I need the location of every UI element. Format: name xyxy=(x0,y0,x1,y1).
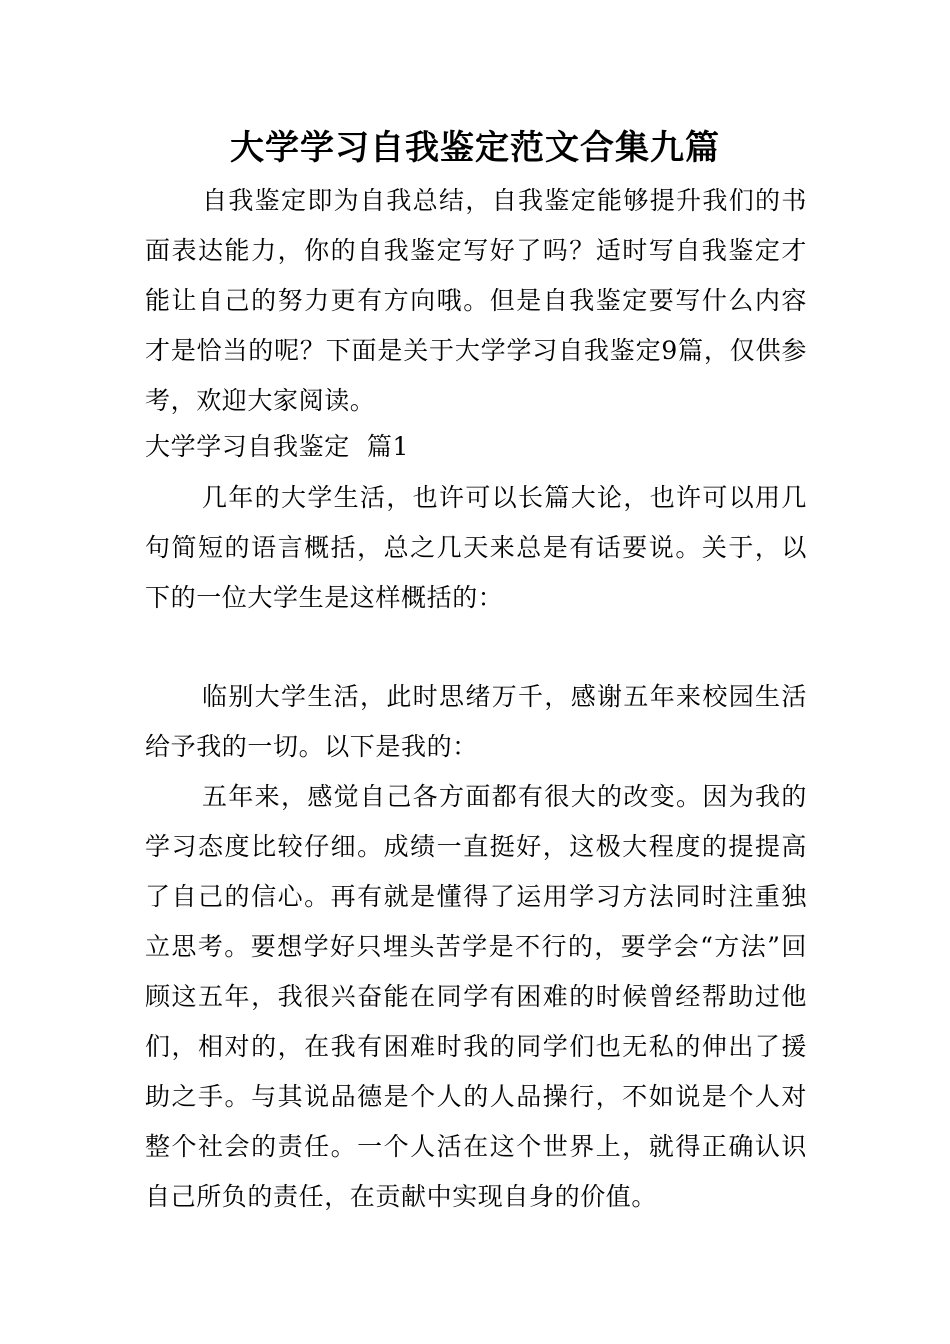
document-title: 大学学习自我鉴定范文合集九篇 xyxy=(230,128,720,168)
section-paragraph-2: 临别大学生活，此时思绪万千，感谢五年来校园生活给予我的一切。以下是我的： xyxy=(145,682,807,761)
section-paragraph-3: 五年来，感觉自己各方面都有很大的改变。因为我的学习态度比较仔细。成绩一直挺好，这极大程度的提提高了自己的信心。再有就是懂得了运用学习方法同时注重独立思考。要想学好只埋头苦学是不行的，要学会“方法”回顾这五年，我很兴奋能在同学有困难的时候曾经帮助过他们，相对的，在我有困难时我的同学们也无私的伸出了援助之手。与其说品德是个人的人品操行，不如说是个人对整个社会的责任。一个人活在这个世界上，就得正确认识自己所负的责任，在贡献中实现自身的价值。 xyxy=(145,782,807,1211)
section-paragraph-1: 几年的大学生活，也许可以长篇大论，也许可以用几句简短的语言概括，总之几天来总是有话要说。关于，以下的一位大学生是这样概括的： xyxy=(145,483,807,612)
intro-paragraph: 自我鉴定即为自我总结，自我鉴定能够提升我们的书面表达能力，你的自我鉴定写好了吗？适时写自我鉴定才能让自己的努力更有方向哦。但是自我鉴定要写什么内容才是恰当的呢？下面是关于大学学习自我鉴定9篇，仅供参考，欢迎大家阅读。 xyxy=(145,186,807,415)
section-heading: 大学学习自我鉴定 篇1 xyxy=(145,432,410,461)
